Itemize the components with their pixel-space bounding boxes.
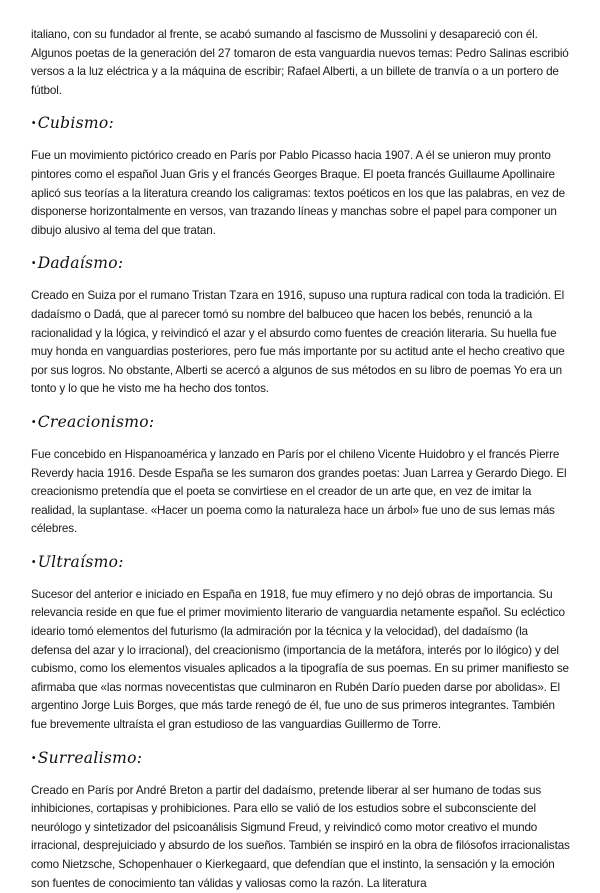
section-heading-cubismo: ·Cubismo: (31, 113, 115, 133)
intro-paragraph: italiano, con su fundador al frente, se acabó sumando al fascismo de Mussolini y desapareció con él. Algunos poetas de la generación del 27 tomaron de esta vanguardia nuevos temas: Pedro Salinas escribió versos a la luz eléctrica y a la máquina de escribir; Rafael Alberti, a un billete de tranvía o a un portero de fútbol. (31, 28, 569, 97)
section-paragraph-ultraismo: Sucesor del anterior e iniciado en España en 1918, fue muy efímero y no dejó obras de importancia. Su relevancia reside en que fue el primer movimiento literario de vanguardia netamente español. Su ecléctico ideario tomó elementos del futurismo (la admiración por la técnica y la velocidad), del dadaísmo (la defensa del azar y lo irracional), del creacionismo (importancia de la metáfora, interés por lo ilógico) y del cubismo, como los elementos visuales aplicados a la tipografía de sus poemas. En su primer manifiesto se afirmaba que «las normas novecentistas que culminaron en Rubén Darío pueden darse por abolidas». El argentino Jorge Luis Borges, que más tarde renegó de él, fue uno de sus primeros integrantes. También fue brevemente ultraísta el gran estudioso de las vanguardias Guillermo de Torre. (31, 587, 569, 732)
section-paragraph-cubismo: Fue un movimiento pictórico creado en París por Pablo Picasso hacia 1907. A él se unieron muy pronto pintores como el español Juan Gris y el francés Georges Braque. El poeta francés Guillaume Apollinaire aplicó sus teorías a la literatura creando los caligramas: textos poéticos en los que las palabras, en vez de disponerse horizontalmente en versos, van trazando líneas y manchas sobre el papel para componer un dibujo alusivo al tema del que tratan. (31, 149, 565, 237)
document-body (31, 26, 571, 893)
section-heading-creacionismo: ·Creacionismo: (31, 411, 155, 431)
section-paragraph-surrealismo: Creado en París por André Breton a partir del dadaísmo, pretende liberar al ser humano de todas sus inhibiciones, cortapisas y prohibiciones. Para ello se valió de los estudios sobre el subconsciente del neurólogo y sintetizador del psicoanálisis Sigmund Freud, y reivindicó como motor creativo el mundo irracional, desprejuiciado y absurdo de los sueños. También se inspiró en la obra de filósofos irracionalistas como Nietzsche, Schopenhauer o Kierkegaard, que defendían que el instinto, la sensación y la emoción son fuentes de conocimiento tan válidas y valiosas como la razón. La literatura (31, 783, 570, 890)
section-paragraph-creacionismo: Fue concebido en Hispanoamérica y lanzado en París por el chileno Vicente Huidobro y el francés Pierre Reverdy hacia 1916. Desde España se les sumaron dos grandes poetas: Juan Larrea y Gerardo Diego. El creacionismo pretendía que el poeta se convirtiese en el creador de un arte que, en vez de imitar la realidad, la suplantase. «Hacer un poema como la naturaleza hace un árbol» fue uno de sus lemas más célebres. (31, 447, 567, 536)
section-heading-dadaismo: ·Dadaísmo: (31, 253, 124, 273)
section-heading-surrealismo: ·Surrealismo: (31, 747, 143, 767)
section-paragraph-dadaismo: Creado en Suiza por el rumano Tristan Tzara en 1916, supuso una ruptura radical con toda la tradición. El dadaísmo o Dadá, que al parecer tomó su nombre del balbuceo que hacen los bebés, renunció a la racionalidad y la lógica, y reivindicó el azar y el absurdo como fuentes de creación literaria. Su huella fue muy honda en vanguardias posteriores, pero fue más importante por su actitud ante el hecho creativo que por sus logros. No obstante, Alberti se acercó a algunos de sus métodos en su libro de poemas Yo era un tonto y lo que he visto me ha hecho dos tontos. (31, 289, 565, 396)
section-heading-ultraismo: ·Ultraísmo: (31, 551, 124, 571)
